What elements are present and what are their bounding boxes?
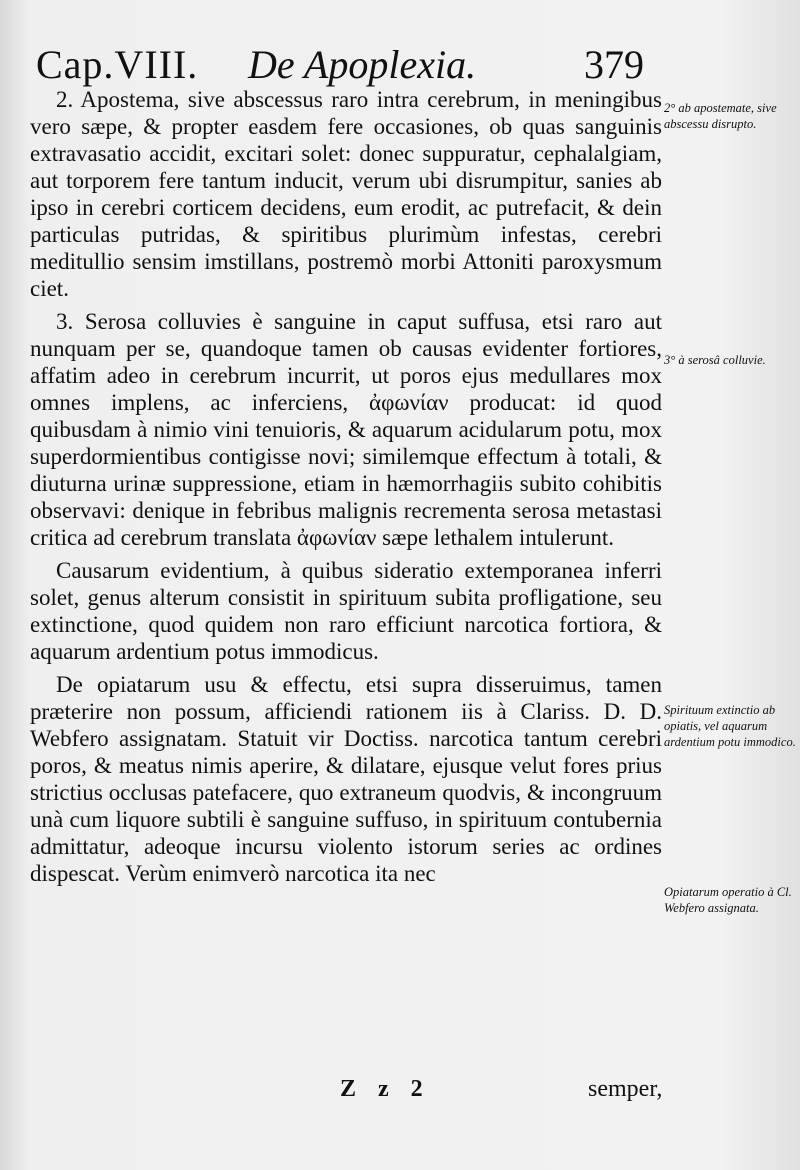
- main-text: [30, 86, 662, 893]
- page-footer: [0, 1076, 800, 1116]
- paragraph-apostema: [30, 86, 662, 302]
- marginal-note: 2° ab apostemate, sive abscessu disrupto.: [664, 101, 777, 131]
- paragraph-opiatarum: [30, 671, 662, 887]
- paragraph-text: Causarum evidentium, à quibus sideratio extemporanea inferri solet, genus alterum consistit in spirituum subita profligatione, seu extinctione, quod quidem non raro efficiunt narcotica fortiora, & aquarum ardentium potus immodicus.: [30, 558, 662, 664]
- chapter-label: Cap.VIII.: [36, 42, 199, 87]
- chapter-title: De Apoplexia.: [248, 42, 477, 87]
- marginal-note: 3° à serosâ colluvie.: [664, 353, 766, 367]
- catchword: semper,: [588, 1076, 663, 1102]
- marginal-note: Opiatarum operatio à Cl. Webfero assignata.: [664, 885, 792, 915]
- signature-mark: Z z 2: [340, 1076, 431, 1102]
- paragraph-serosa: [30, 308, 662, 551]
- marginal-note: Spirituum extinctio ab opiatis, vel aquarum ardentium potu immodico.: [664, 703, 796, 749]
- page-number: 379: [584, 42, 644, 87]
- paragraph-causarum: [30, 557, 662, 665]
- paragraph-text: 2. Apostema, sive abscessus raro intra cerebrum, in meningibus vero sæpe, & propter easdem fere occasiones, ob quas sanguinis extravasatio accidit, excitari solet: donec suppuratur, cephalalgiam, aut torporem fere tantum inducit, verum ubi disrumpitur, sanies ab ipso in cerebri corticem decidens, eum erodit, ac putrefacit, & dein particulas putridas, & spiritibus plurimùm infestas, cerebri meditullio sensim imstillans, postremò morbi Attoniti paroxysmum ciet.: [30, 87, 662, 301]
- paragraph-text: 3. Serosa colluvies è sanguine in caput suffusa, etsi raro aut nunquam per se, quandoque tamen ob causas evidenter fortiores, affatim adeo in cerebrum incurrit, ut poros ejus medullares mox omnes implens, ac inferciens, ἀφωνίαν producat: id quod quibusdam à nimio vini tenuioris, & aquarum acidularum potu, mox superdormientibus contigisse novi; similemque effectum à totali, & diuturna urinæ suppressione, etiam in hæmorrhagiis subito cohibitis observavi: denique in febribus malignis recrementa serosa metastasi critica ad cerebrum translata ἀφωνίαν sæpe lethalem intulerunt.: [30, 309, 662, 550]
- paragraph-text: De opiatarum usu & effectu, etsi supra disseruimus, tamen præterire non possum, afficiendi rationem iis à Clariss. D. D. Webfero assignatam. Statuit vir Doctiss. narcotica tantum cerebri poros, & meatus nimis aperire, & dilatare, ejusque velut fores prius strictius occlusas patefacere, quo extraneum quodvis, & incongruum unà cum liquore subtili è sanguine suffuso, in spirituum contubernia admittatur, adeoque incursu violento istorum series ac ordines dispescat. Verùm enimverò narcotica ita nec: [30, 672, 662, 886]
